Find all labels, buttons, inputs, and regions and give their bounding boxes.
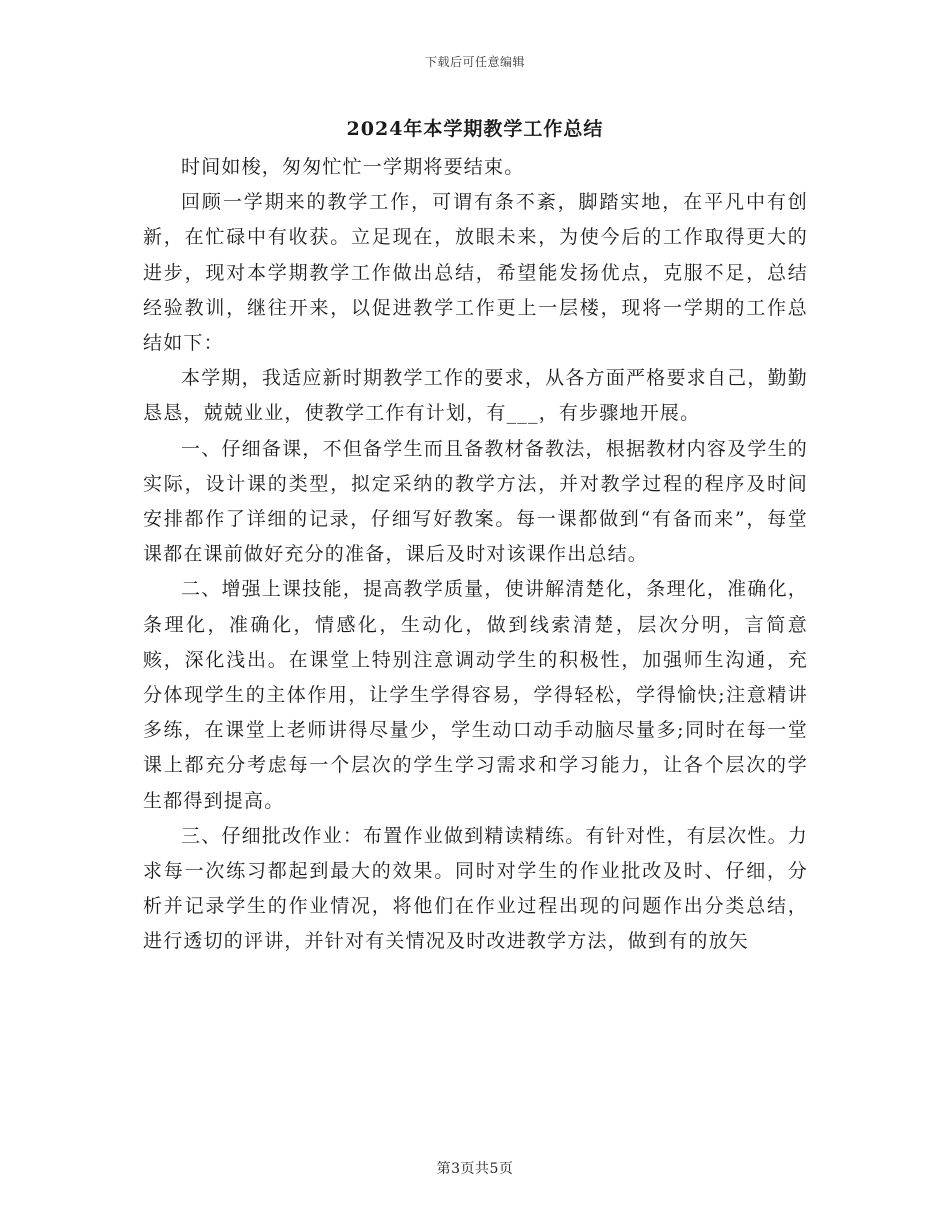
paragraph-review: 回顾一学期来的教学工作，可谓有条不紊，脚踏实地，在平凡中有创新，在忙碌中有收获。立足现在，放眼未来，为使今后的工作取得更大的进步，现对本学期教学工作做出总结，希望能发扬优点，克服不足，总结经验教训，继往开来，以促进教学工作更上一层楼，现将一学期的工作总结如下： bbox=[143, 191, 808, 355]
page-header-note: 下载后可任意编辑 bbox=[424, 55, 525, 69]
paragraph-intro: 时间如梭，匆匆忙忙一学期将要结束。 bbox=[181, 156, 525, 178]
paragraph-homework: 三、仔细批改作业：布置作业做到精读精练。有针对性，有层次性。力求每一次练习都起到最大的效果。同时对学生的作业批改及时、仔细，分析并记录学生的作业情况，将他们在作业过程出现的问题作出分类总结，进行透切的评讲，并针对有关情况及时改进教学方法，做到有的放矢 bbox=[143, 824, 808, 953]
document-body bbox=[143, 150, 808, 960]
document-title: 2024年本学期教学工作总结 bbox=[346, 118, 604, 140]
paragraph-lesson-prep: 一、仔细备课，不但备学生而且备教材备教法，根据教材内容及学生的实际，设计课的类型，拟定采纳的教学方法，并对教学过程的程序及时间安排都作了详细的记录，仔细写好教案。每一课都做到“有备而来”，每堂课都在课前做好充分的准备，课后及时对该课作出总结。 bbox=[143, 437, 808, 566]
paragraph-semester: 本学期，我适应新时期教学工作的要求，从各方面严格要求自己，勤勤恳恳，兢兢业业，使教学工作有计划，有___，有步骤地开展。 bbox=[143, 367, 808, 425]
page-number: 第3页共5页 bbox=[436, 1161, 514, 1177]
paragraph-teaching-skills: 二、增强上课技能，提高教学质量，使讲解清楚化，条理化，准确化，条理化，准确化，情感化，生动化，做到线索清楚，层次分明，言简意赅，深化浅出。在课堂上特别注意调动学生的积极性，加强师生沟通，充分体现学生的主体作用，让学生学得容易，学得轻松，学得愉快;注意精讲多练，在课堂上老师讲得尽量少，学生动口动手动脑尽量多;同时在每一堂课上都充分考虑每一个层次的学生学习需求和学习能力，让各个层次的学生都得到提高。 bbox=[143, 578, 808, 812]
